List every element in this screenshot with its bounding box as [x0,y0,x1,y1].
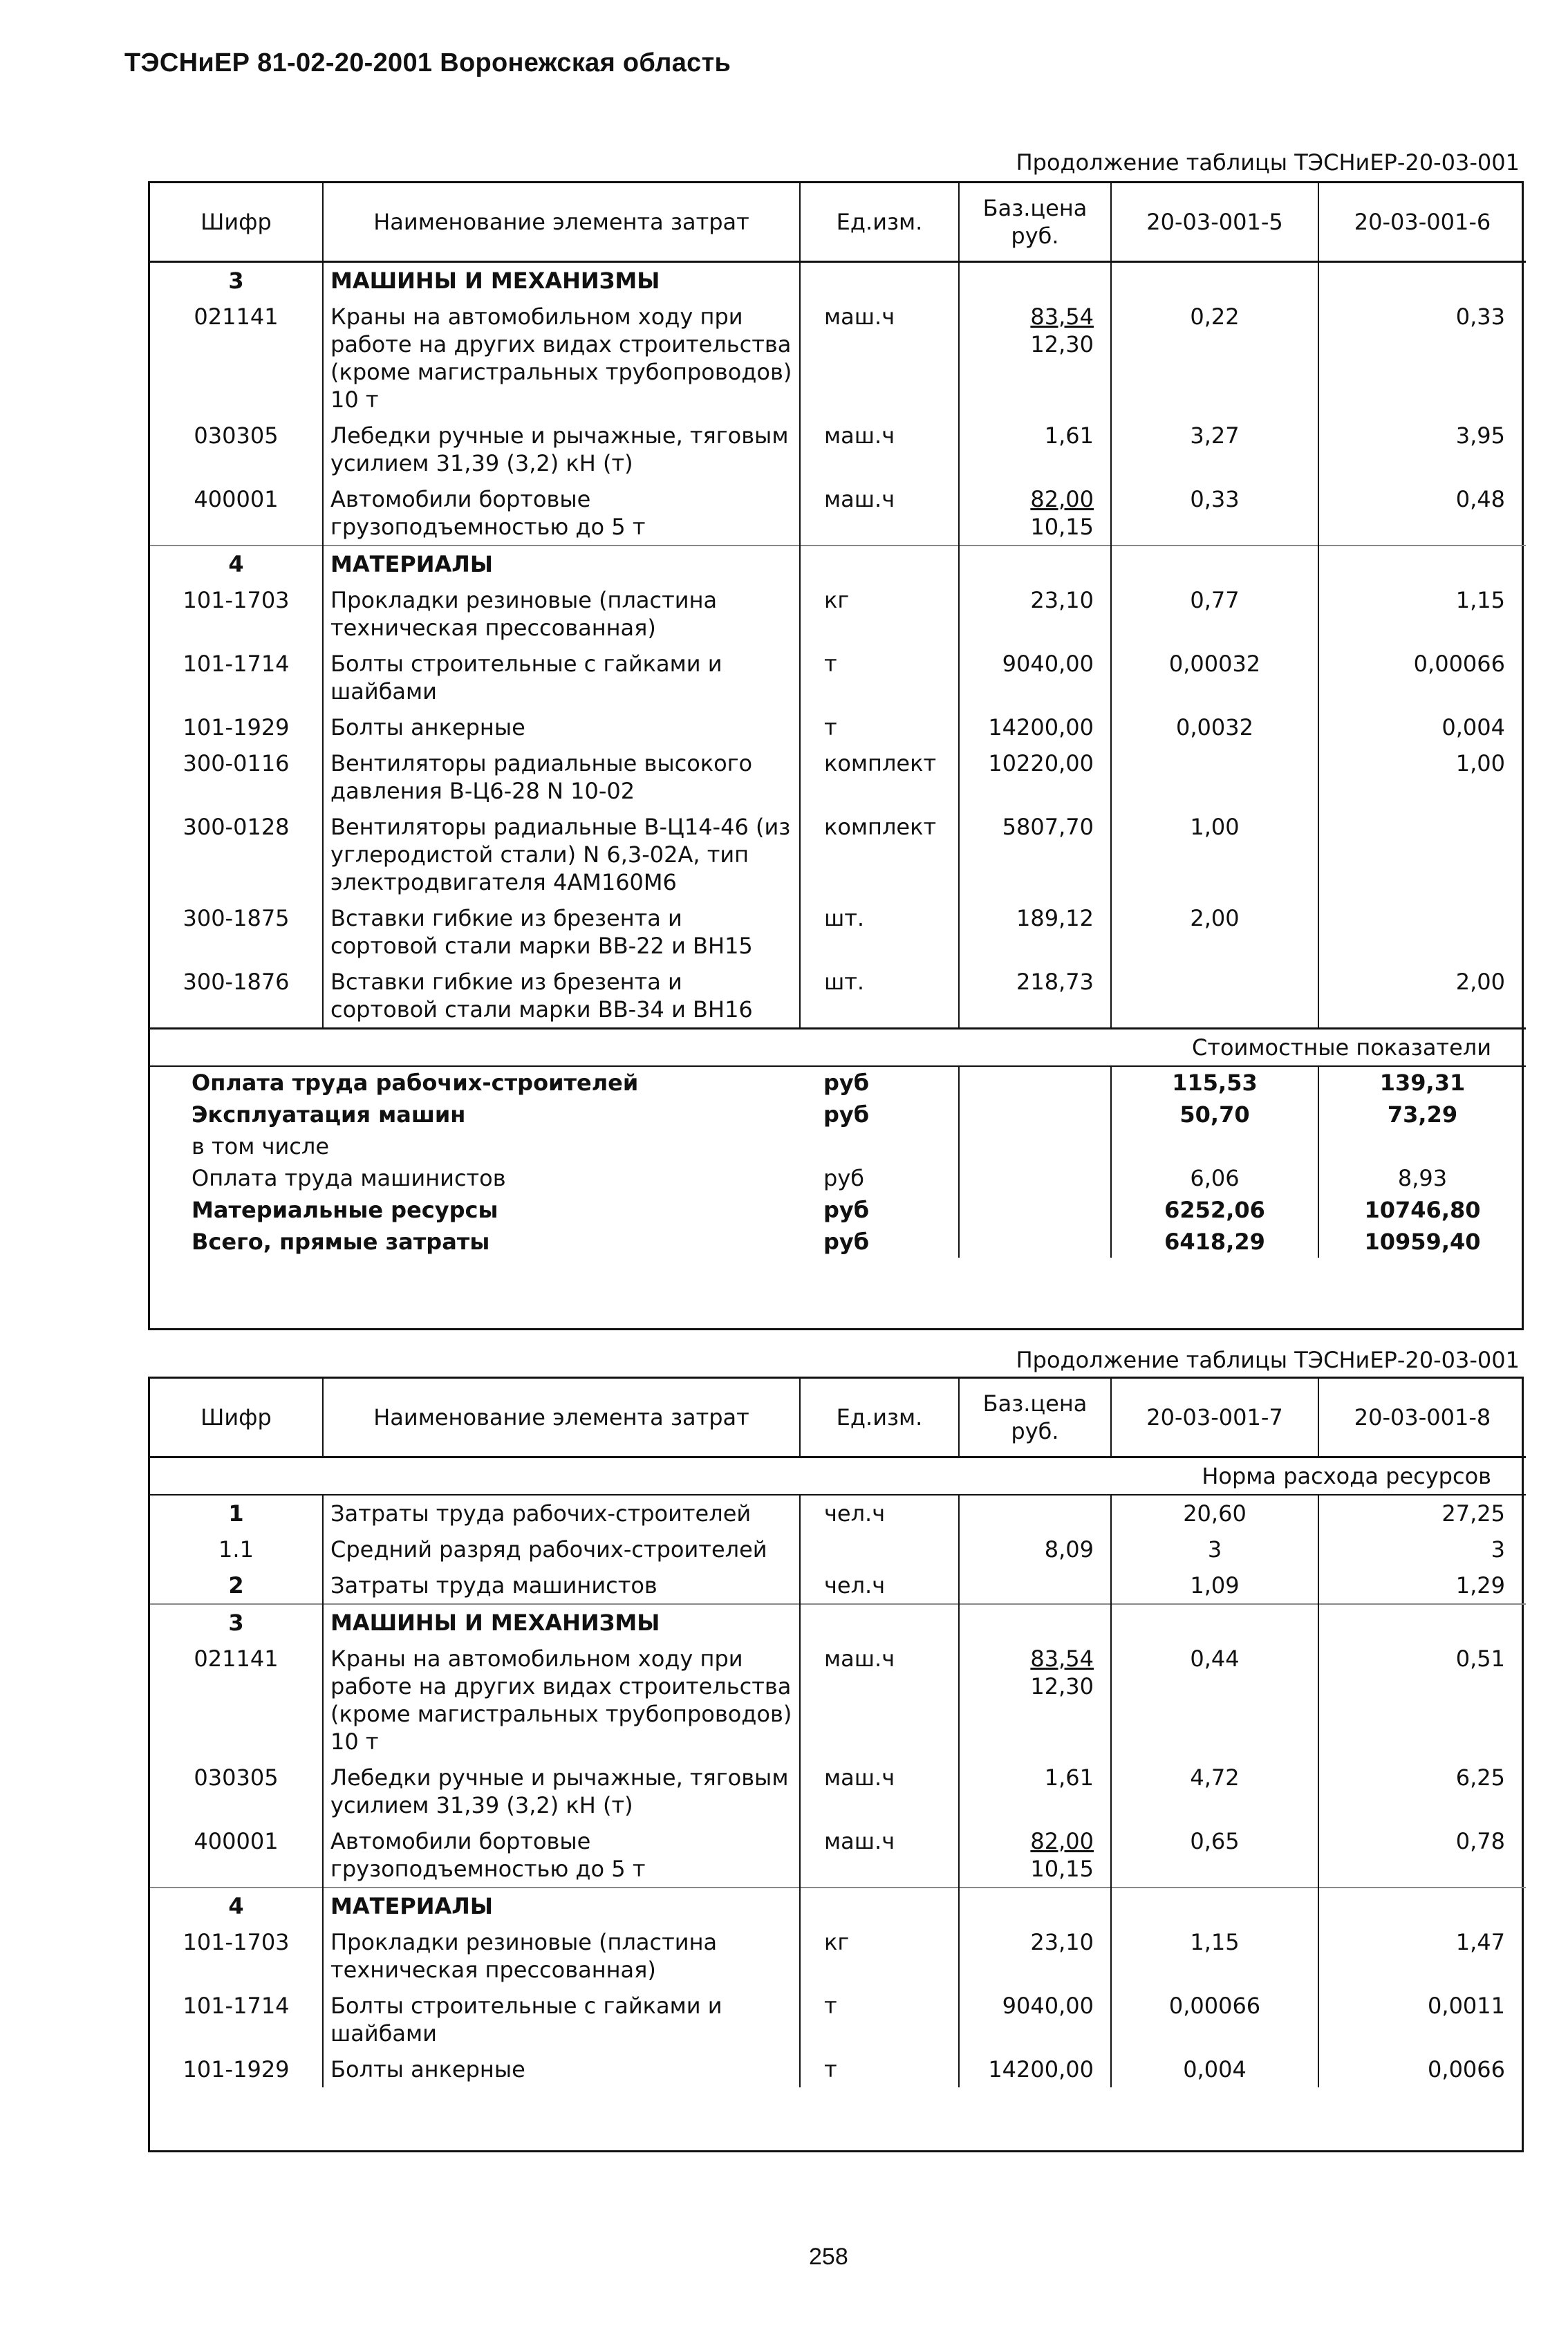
totals-blank [959,1194,1111,1226]
column-header: 20-03-001-5 [1111,183,1318,262]
row-price-cell [959,1567,1111,1604]
row-price-cell [959,709,1111,745]
cost-header-label: Стоимостные показатели [150,1029,1526,1067]
row-code: 300-1876 [150,964,323,1029]
row-value-1 [1111,1604,1318,1641]
row-value-2: 0,0066 [1428,2056,1505,2083]
row-price: 23,10 [1030,587,1094,613]
row-price: 82,00 [1030,486,1094,512]
table-row [150,582,1526,646]
page-number: 258 [809,2244,848,2270]
row-code: 030305 [150,418,323,481]
row-value-1: 1,00 [1111,809,1318,900]
row-value-1 [1111,745,1318,809]
row-code: 021141 [150,1641,323,1760]
table-row [150,1641,1526,1760]
row-name: Вентиляторы радиальные В-Ц14-46 (из углеродистой стали) N 6,3-02А, тип электродвигателя 4АМ160М6 [323,809,800,900]
row-price: 9040,00 [1002,651,1094,677]
row-value-1: 0,33 [1111,481,1318,546]
row-price-cell [959,582,1111,646]
row-value-2 [1318,546,1526,582]
row-unit: маш.ч [800,418,959,481]
row-price-secondary: 10,15 [1030,1856,1094,1882]
table-row [150,745,1526,809]
row-price-secondary: 12,30 [1030,1673,1094,1699]
totals-unit: руб [800,1066,959,1099]
row-code: 3 [150,1604,323,1641]
row-value-1: 0,22 [1111,299,1318,418]
row-name: МАТЕРИАЛЫ [323,546,800,582]
row-unit [800,262,959,299]
row-value-1: 0,00032 [1111,646,1318,709]
row-code: 101-1714 [150,646,323,709]
row-code: 1 [150,1495,323,1531]
row-value-1: 0,0032 [1111,709,1318,745]
row-name: Затраты труда рабочих-строителей [323,1495,800,1531]
totals-label: Оплата труда рабочих-строителей [192,1070,639,1096]
column-header: 20-03-001-7 [1111,1379,1318,1457]
table-row [150,299,1526,418]
row-value-2 [1318,900,1526,964]
row-value-1 [1111,1888,1318,1924]
resource-table-1 [148,181,1524,1330]
totals-row [150,1162,1526,1194]
row-name: Краны на автомобильном ходу при работе на других видах строительства (кроме магистральных трубопроводов) 10 т [323,299,800,418]
totals-row [150,1130,1526,1162]
row-code: 400001 [150,481,323,546]
row-unit: маш.ч [800,1823,959,1888]
column-header: 20-03-001-8 [1318,1379,1526,1457]
row-value-2 [1318,809,1526,900]
totals-unit: руб [800,1226,959,1258]
row-price: 83,54 [1030,304,1094,330]
totals-label: Всего, прямые затраты [192,1229,490,1255]
row-unit: т [800,2051,959,2087]
row-unit: маш.ч [800,1760,959,1823]
row-value-2: 0,78 [1455,1828,1505,1854]
row-price-cell [959,964,1111,1029]
row-unit: т [800,1988,959,2051]
totals-row [150,1066,1526,1099]
row-price: 82,00 [1030,1828,1094,1854]
row-price: 1,61 [1044,422,1094,449]
row-code: 101-1703 [150,582,323,646]
row-value-1: 4,72 [1111,1760,1318,1823]
row-price-cell [959,646,1111,709]
totals-value-1: 115,53 [1111,1066,1318,1099]
totals-label: Эксплуатация машин [192,1101,466,1128]
row-unit [800,1604,959,1641]
table-row [150,1924,1526,1988]
row-price: 9040,00 [1002,1993,1094,2019]
totals-row [150,1226,1526,1258]
row-code: 101-1929 [150,709,323,745]
row-code: 101-1714 [150,1988,323,2051]
row-value-1: 0,44 [1111,1641,1318,1760]
row-price-cell [959,1924,1111,1988]
row-price-cell [959,1495,1111,1531]
row-value-2: 6,25 [1455,1764,1505,1791]
totals-unit: руб [800,1099,959,1130]
row-code: 021141 [150,299,323,418]
row-value-1: 1,15 [1111,1924,1318,1988]
row-value-2: 1,00 [1455,750,1505,776]
row-price-cell [959,1604,1111,1641]
row-unit: чел.ч [800,1567,959,1604]
row-value-2 [1318,1604,1526,1641]
row-name: Болты анкерные [323,2051,800,2087]
row-unit: шт. [800,964,959,1029]
row-unit [800,1531,959,1567]
row-unit [800,546,959,582]
column-header: Наименование элемента затрат [323,1379,800,1457]
table-row [150,1531,1526,1567]
page-title: ТЭСНиЕР 81-02-20-2001 Воронежская область [124,48,731,77]
totals-value-1: 6,06 [1111,1162,1318,1194]
row-price-cell [959,418,1111,481]
row-name: Лебедки ручные и рычажные, тяговым усилием 31,39 (3,2) кН (т) [323,1760,800,1823]
row-value-2: 0,48 [1455,486,1505,512]
row-price-cell [959,900,1111,964]
row-price-cell [959,1760,1111,1823]
row-unit: чел.ч [800,1495,959,1531]
row-price-cell [959,809,1111,900]
totals-unit: руб [800,1194,959,1226]
totals-label: Оплата труда машинистов [192,1165,506,1191]
row-value-1: 0,77 [1111,582,1318,646]
row-unit: кг [800,1924,959,1988]
row-price-cell [959,2051,1111,2087]
totals-value-2: 10746,80 [1364,1197,1481,1223]
row-name: Вентиляторы радиальные высокого давления В-Ц6-28 N 10-02 [323,745,800,809]
row-name: Прокладки резиновые (пластина техническая прессованная) [323,582,800,646]
row-name: Вставки гибкие из брезента и сортовой стали марки ВВ-22 и ВН15 [323,900,800,964]
row-name: Автомобили бортовые грузоподъемностью до 5 т [323,481,800,546]
section-row [150,1888,1526,1924]
row-code: 4 [150,546,323,582]
column-header: Шифр [150,183,323,262]
row-value-2: 1,15 [1455,587,1505,613]
table-row [150,809,1526,900]
row-unit [800,1888,959,1924]
row-code: 1.1 [150,1531,323,1567]
row-price: 218,73 [1016,969,1094,995]
row-price-cell [959,745,1111,809]
row-code: 101-1703 [150,1924,323,1988]
row-unit: т [800,709,959,745]
totals-value-1: 50,70 [1111,1099,1318,1130]
totals-value-2 [1318,1130,1526,1162]
row-name: Болты строительные с гайками и шайбами [323,646,800,709]
row-value-2 [1318,1888,1526,1924]
row-code: 030305 [150,1760,323,1823]
totals-value-2: 8,93 [1397,1165,1448,1191]
row-value-2: 0,00066 [1413,651,1505,677]
row-unit: маш.ч [800,299,959,418]
row-price-cell [959,546,1111,582]
row-unit: шт. [800,900,959,964]
row-code: 300-0128 [150,809,323,900]
row-value-2: 3 [1491,1536,1505,1563]
row-value-1: 3 [1111,1531,1318,1567]
table-row [150,900,1526,964]
row-unit: маш.ч [800,1641,959,1760]
row-name: Прокладки резиновые (пластина техническая прессованная) [323,1924,800,1988]
row-value-1: 3,27 [1111,418,1318,481]
row-value-2 [1318,262,1526,299]
norm-header-row [150,1457,1526,1496]
totals-row [150,1099,1526,1130]
totals-blank [959,1162,1111,1194]
row-name: Затраты труда машинистов [323,1567,800,1604]
row-value-1: 2,00 [1111,900,1318,964]
row-name: Болты строительные с гайками и шайбами [323,1988,800,2051]
table-row [150,1495,1526,1531]
row-price-cell [959,481,1111,546]
column-header: Шифр [150,1379,323,1457]
row-name: МАШИНЫ И МЕХАНИЗМЫ [323,262,800,299]
row-unit: т [800,646,959,709]
row-name: МАТЕРИАЛЫ [323,1888,800,1924]
row-unit: кг [800,582,959,646]
row-name: Вставки гибкие из брезента и сортовой стали марки ВВ-34 и ВН16 [323,964,800,1029]
row-price-cell [959,1531,1111,1567]
row-price-cell [959,299,1111,418]
row-price: 1,61 [1044,1764,1094,1791]
row-price-cell [959,1888,1111,1924]
table-row [150,709,1526,745]
row-value-2: 0,51 [1455,1646,1505,1672]
row-price-secondary: 12,30 [1030,331,1094,357]
row-price: 23,10 [1030,1929,1094,1955]
row-price: 14200,00 [988,2056,1094,2083]
row-code: 4 [150,1888,323,1924]
row-unit: комплект [800,809,959,900]
row-code: 3 [150,262,323,299]
row-name: МАШИНЫ И МЕХАНИЗМЫ [323,1604,800,1641]
row-code: 400001 [150,1823,323,1888]
row-value-1: 0,65 [1111,1823,1318,1888]
row-value-1: 0,004 [1111,2051,1318,2087]
totals-blank [959,1226,1111,1258]
row-value-1 [1111,262,1318,299]
table-row [150,1760,1526,1823]
row-value-2: 27,25 [1441,1500,1505,1527]
row-price: 10220,00 [988,750,1094,776]
row-value-2: 3,95 [1455,422,1505,449]
totals-label: в том числе [192,1133,329,1159]
column-header: 20-03-001-6 [1318,183,1526,262]
table-row [150,646,1526,709]
row-value-1 [1111,546,1318,582]
row-value-2: 0,33 [1455,304,1505,330]
row-name: Автомобили бортовые грузоподъемностью до 5 т [323,1823,800,1888]
totals-value-2: 73,29 [1387,1101,1458,1128]
totals-row [150,1194,1526,1226]
column-header: Баз.цена руб. [959,1379,1111,1457]
row-value-2: 0,0011 [1428,1993,1505,2019]
row-name: Болты анкерные [323,709,800,745]
row-price: 83,54 [1030,1646,1094,1672]
row-price-cell [959,1823,1111,1888]
row-unit: комплект [800,745,959,809]
totals-value-2: 10959,40 [1364,1229,1481,1255]
table-row [150,1988,1526,2051]
row-name: Средний разряд рабочих-строителей [323,1531,800,1567]
table-row [150,1823,1526,1888]
row-code: 101-1929 [150,2051,323,2087]
table-row [150,964,1526,1029]
row-value-1: 1,09 [1111,1567,1318,1604]
row-value-1: 0,00066 [1111,1988,1318,2051]
totals-label: Материальные ресурсы [192,1197,498,1223]
section-row [150,1604,1526,1641]
column-header: Баз.цена руб. [959,183,1111,262]
row-value-1: 20,60 [1111,1495,1318,1531]
totals-value-1: 6252,06 [1111,1194,1318,1226]
row-code: 300-1875 [150,900,323,964]
table-caption: Продолжение таблицы ТЭСНиЕР-20-03-001 [1016,1347,1520,1373]
totals-value-1 [1111,1130,1318,1162]
table-row [150,2051,1526,2087]
row-value-2: 2,00 [1455,969,1505,995]
row-price-cell [959,1988,1111,2051]
row-value-2: 0,004 [1441,714,1505,740]
row-price: 189,12 [1016,905,1094,931]
column-header: Наименование элемента затрат [323,183,800,262]
row-value-2: 1,29 [1455,1572,1505,1599]
table-caption: Продолжение таблицы ТЭСНиЕР-20-03-001 [1016,149,1520,176]
row-price-cell [959,262,1111,299]
row-price-cell [959,1641,1111,1760]
row-unit: маш.ч [800,481,959,546]
table-row [150,481,1526,546]
row-price: 5807,70 [1002,814,1094,840]
row-code: 300-0116 [150,745,323,809]
totals-value-2: 139,31 [1379,1070,1466,1096]
norm-header-label: Норма расхода ресурсов [150,1457,1526,1496]
column-header: Ед.изм. [800,183,959,262]
totals-blank [959,1066,1111,1099]
row-name: Лебедки ручные и рычажные, тяговым усилием 31,39 (3,2) кН (т) [323,418,800,481]
row-price-secondary: 10,15 [1030,514,1094,540]
row-price: 8,09 [1044,1536,1094,1563]
section-row [150,262,1526,299]
table-row [150,418,1526,481]
row-name: Краны на автомобильном ходу при работе на других видах строительства (кроме магистральных трубопроводов) 10 т [323,1641,800,1760]
resource-table-2 [148,1377,1524,2152]
totals-unit: руб [800,1162,959,1194]
table-row [150,1567,1526,1604]
totals-value-1: 6418,29 [1111,1226,1318,1258]
row-price: 14200,00 [988,714,1094,740]
totals-unit [800,1130,959,1162]
totals-blank [959,1130,1111,1162]
row-value-2: 1,47 [1455,1929,1505,1955]
row-code: 2 [150,1567,323,1604]
row-value-1 [1111,964,1318,1029]
section-row [150,546,1526,582]
cost-header-row [150,1029,1526,1067]
totals-blank [959,1099,1111,1130]
column-header: Ед.изм. [800,1379,959,1457]
